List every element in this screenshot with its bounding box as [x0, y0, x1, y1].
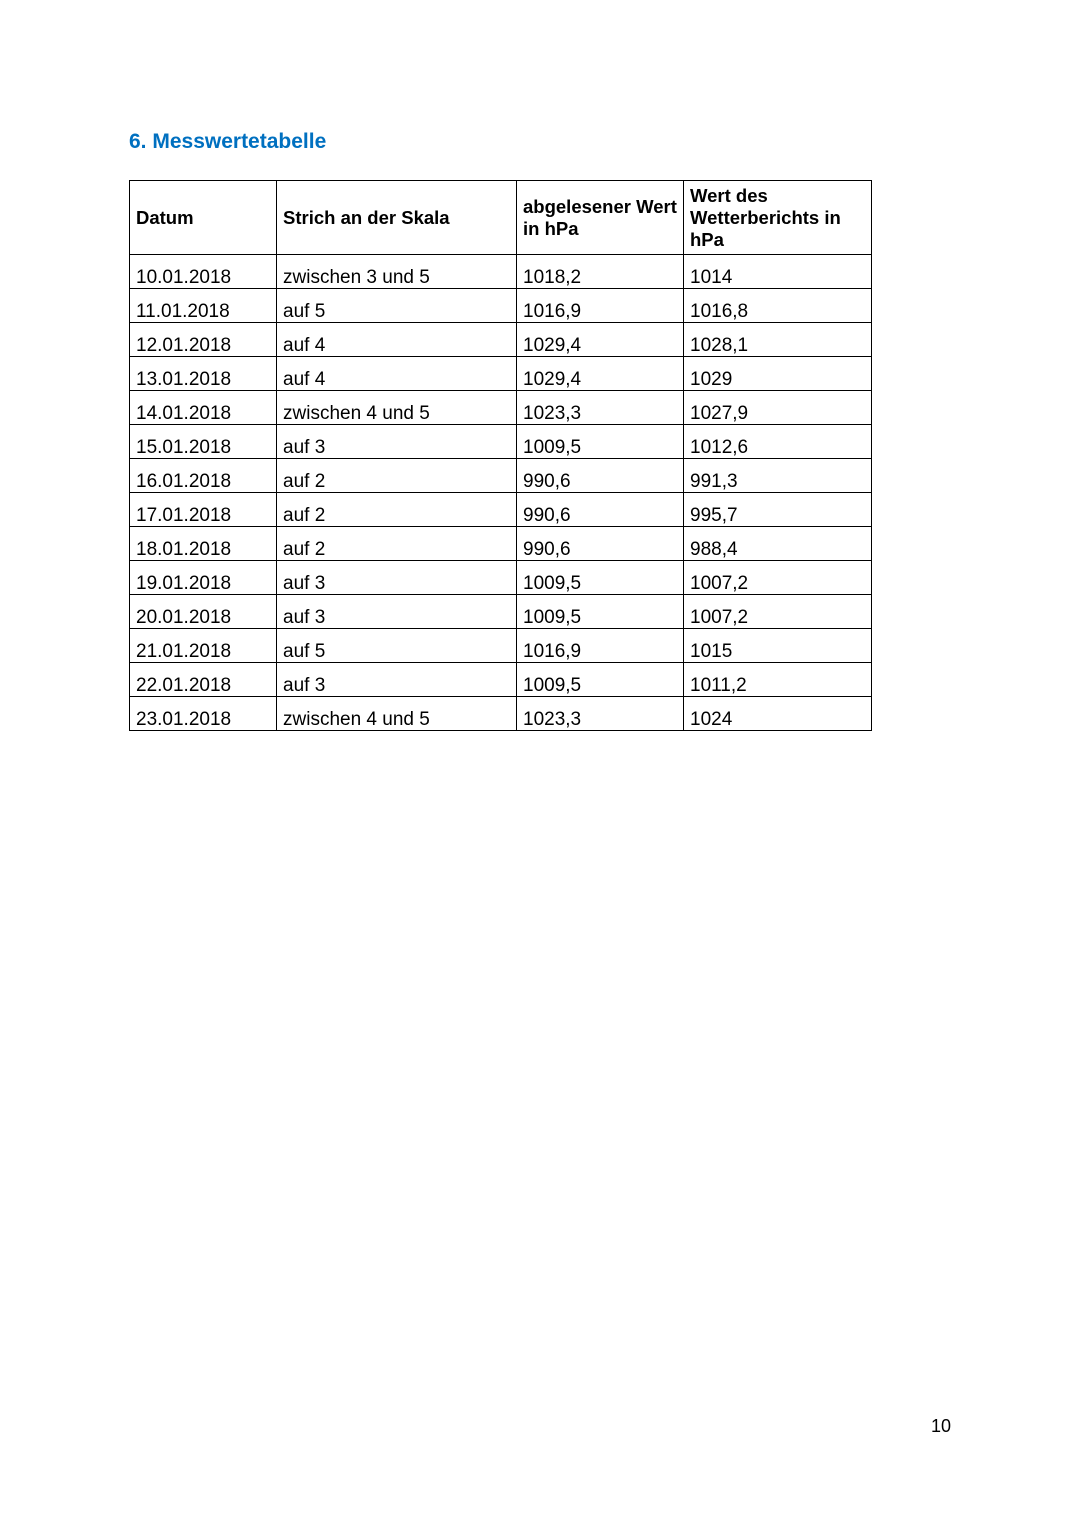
cell-scale-mark: auf 4	[277, 357, 517, 391]
table-row	[130, 323, 872, 357]
cell-forecast-value: 1028,1	[684, 323, 872, 357]
cell-forecast-value: 991,3	[684, 459, 872, 493]
header-forecast-value: Wert des Wetterberichts in hPa	[684, 181, 872, 255]
cell-scale-mark: auf 5	[277, 629, 517, 663]
cell-date: 18.01.2018	[130, 527, 277, 561]
table-row	[130, 289, 872, 323]
cell-read-value: 1029,4	[517, 357, 684, 391]
cell-read-value: 1023,3	[517, 697, 684, 731]
cell-forecast-value: 1015	[684, 629, 872, 663]
header-read-value: abgelesener Wert in hPa	[517, 181, 684, 255]
cell-date: 19.01.2018	[130, 561, 277, 595]
cell-date: 13.01.2018	[130, 357, 277, 391]
cell-date: 12.01.2018	[130, 323, 277, 357]
cell-read-value: 1009,5	[517, 425, 684, 459]
page-number: 10	[931, 1416, 952, 1436]
cell-read-value: 1009,5	[517, 663, 684, 697]
cell-scale-mark: auf 2	[277, 493, 517, 527]
measurement-table	[129, 180, 872, 731]
cell-forecast-value: 1007,2	[684, 595, 872, 629]
cell-date: 21.01.2018	[130, 629, 277, 663]
cell-read-value: 1023,3	[517, 391, 684, 425]
cell-date: 10.01.2018	[130, 255, 277, 289]
table-row	[130, 391, 872, 425]
cell-forecast-value: 1016,8	[684, 289, 872, 323]
table-body	[130, 255, 872, 731]
cell-read-value: 1018,2	[517, 255, 684, 289]
cell-date: 17.01.2018	[130, 493, 277, 527]
cell-date: 22.01.2018	[130, 663, 277, 697]
table-row	[130, 425, 872, 459]
table-row	[130, 697, 872, 731]
cell-forecast-value: 1007,2	[684, 561, 872, 595]
cell-forecast-value: 1027,9	[684, 391, 872, 425]
table-row	[130, 629, 872, 663]
cell-scale-mark: auf 4	[277, 323, 517, 357]
header-row	[130, 181, 872, 255]
cell-scale-mark: zwischen 3 und 5	[277, 255, 517, 289]
cell-read-value: 1009,5	[517, 561, 684, 595]
cell-scale-mark: auf 2	[277, 459, 517, 493]
cell-scale-mark: auf 3	[277, 561, 517, 595]
cell-date: 16.01.2018	[130, 459, 277, 493]
cell-scale-mark: auf 5	[277, 289, 517, 323]
cell-date: 20.01.2018	[130, 595, 277, 629]
cell-forecast-value: 995,7	[684, 493, 872, 527]
table-row	[130, 561, 872, 595]
cell-read-value: 1016,9	[517, 289, 684, 323]
cell-date: 15.01.2018	[130, 425, 277, 459]
header-scale-mark: Strich an der Skala	[277, 181, 517, 255]
header-date: Datum	[130, 181, 277, 255]
cell-read-value: 990,6	[517, 493, 684, 527]
table-row	[130, 459, 872, 493]
cell-scale-mark: auf 3	[277, 595, 517, 629]
cell-forecast-value: 1024	[684, 697, 872, 731]
cell-forecast-value: 1011,2	[684, 663, 872, 697]
cell-date: 14.01.2018	[130, 391, 277, 425]
cell-scale-mark: zwischen 4 und 5	[277, 697, 517, 731]
cell-scale-mark: auf 2	[277, 527, 517, 561]
measurement-table-container	[129, 180, 872, 731]
cell-read-value: 990,6	[517, 527, 684, 561]
table-row	[130, 663, 872, 697]
cell-forecast-value: 1029	[684, 357, 872, 391]
cell-forecast-value: 1014	[684, 255, 872, 289]
cell-date: 11.01.2018	[130, 289, 277, 323]
table-row	[130, 595, 872, 629]
table-row	[130, 527, 872, 561]
cell-read-value: 1009,5	[517, 595, 684, 629]
table-header	[130, 181, 872, 255]
cell-scale-mark: zwischen 4 und 5	[277, 391, 517, 425]
cell-scale-mark: auf 3	[277, 663, 517, 697]
table-row	[130, 255, 872, 289]
cell-forecast-value: 988,4	[684, 527, 872, 561]
table-row	[130, 493, 872, 527]
table-row	[130, 357, 872, 391]
cell-scale-mark: auf 3	[277, 425, 517, 459]
cell-read-value: 990,6	[517, 459, 684, 493]
cell-date: 23.01.2018	[130, 697, 277, 731]
cell-read-value: 1016,9	[517, 629, 684, 663]
section-title: 6. Messwertetabelle	[129, 130, 327, 153]
cell-forecast-value: 1012,6	[684, 425, 872, 459]
cell-read-value: 1029,4	[517, 323, 684, 357]
